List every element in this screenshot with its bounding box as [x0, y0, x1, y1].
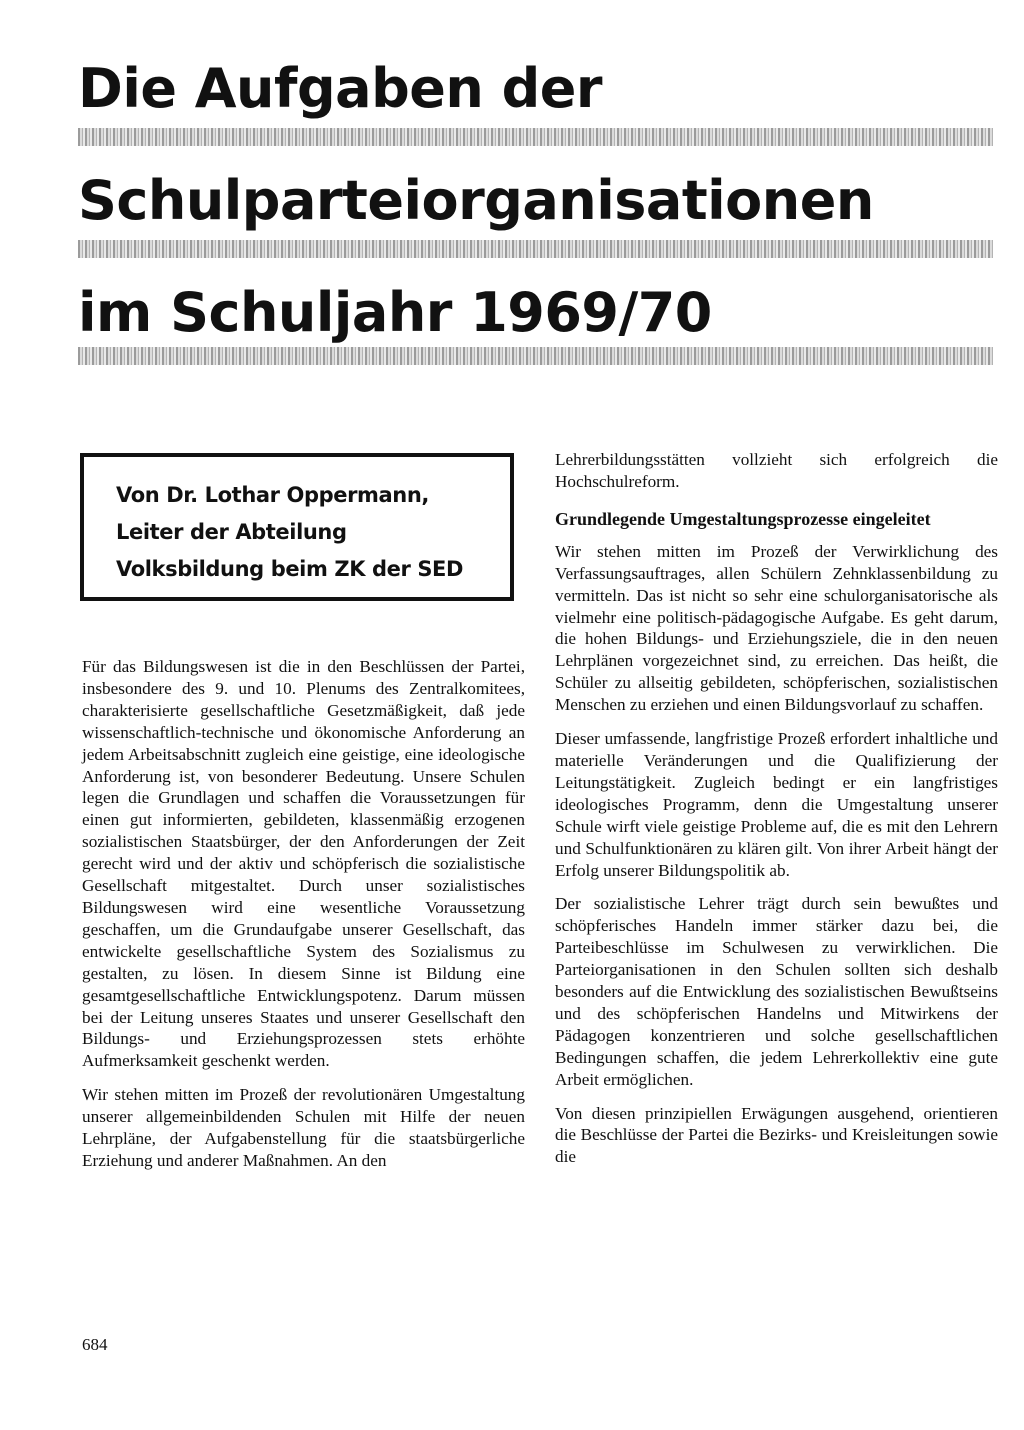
byline-position: Leiter der Abteilung — [116, 520, 347, 544]
title-line-2: Schulparteiorganisationen — [78, 169, 874, 232]
paragraph: Wir stehen mitten im Prozeß der Verwirklichung des Verfassungsauftrages, allen Schülern Zehnklassenbildung zu vermitteln. Das ist nicht so sehr eine schulorganisatorische als vielmehr eine politisch-pädagogische Aufgabe. Es geht darum, die hohen Bildungs- und Erziehungsziele, die in den neuen Lehrplänen vorgezeichnet sind, zu erreichen. Das heißt, die Schüler zu allseitig gebildeten, schöpferischen, sozialistischen Menschen zu erziehen und einen Bildungsvorlauf zu schaffen. — [555, 541, 998, 715]
title-line-1: Die Aufgaben der — [78, 57, 603, 120]
paragraph: Von diesen prinzipiellen Erwägungen ausgehend, orientieren die Beschlüsse der Partei die Bezirks- und Kreisleitungen sowie die — [555, 1103, 998, 1167]
title-rule — [78, 128, 993, 146]
right-column — [555, 449, 998, 1180]
title-rule — [78, 347, 993, 365]
paragraph: Lehrerbildungsstätten vollzieht sich erfolgreich die Hochschulreform. — [555, 450, 998, 491]
paragraph: Für das Bildungswesen ist die in den Beschlüssen der Partei, insbesondere des 9. und 10. Plenums des Zentralkomitees, charakterisierte gesellschaftliche Gesetzmäßigkeit, daß jede wissenschaftlich-technische und ökonomische Anforderung an jedem Arbeitsabschnitt zugleich eine geistige, eine ideologische Anforderung ist, von besonderer Bedeutung. Unsere Schulen legen die Grundlagen und schaffen die Voraussetzungen für einen gut informierten, gebildeten, klassenmäßig erzogenen sozialistischen Staatsbürger, der den Anforderungen der Zeit gerecht wird und der aktiv und schöpferisch die sozialistische Gesellschaft mitgestaltet. Durch unser sozialistisches Bildungswesen wird eine wesentliche Voraussetzung geschaffen, um die Grundaufgabe unserer Gesellschaft, das entwickelte gesellschaftliche System des Sozialismus zu gestalten, zu lösen. In diesem Sinne ist Bildung eine gesamtgesellschaftliche Entwicklungspotenz. Darum müssen bei der Leitung unseres Staates und unserer Gesellschaft den Bildungs- und Erziehungsprozessen stets erhöhte Aufmerksamkeit geschenkt werden. — [82, 657, 525, 1071]
left-column — [82, 656, 525, 1184]
title-rule — [78, 240, 993, 258]
paragraph: Der sozialistische Lehrer trägt durch sein bewußtes und schöpferisches Handeln immer stärker dazu bei, die Parteibeschlüsse im Schulwesen zu verwirklichen. Die Parteiorganisationen in den Schulen sollten sich deshalb besonders auf die Entwicklung des sozialistischen Bewußtseins und des schöpferischen Handelns und Mitwirkens der Pädagogen konzentrieren und solche gesellschaftlichen Bedingungen schaffen, die jedem Lehrerkollektiv eine gute Arbeit ermöglichen. — [555, 894, 998, 1089]
byline-author: Von Dr. Lothar Oppermann, — [116, 483, 429, 507]
paragraph: Wir stehen mitten im Prozeß der revolutionären Umgestaltung unserer allgemeinbildenden Schulen mit Hilfe der neuen Lehrpläne, der Aufgabenstellung für die staatsbürgerliche Erziehung und anderer Maßnahmen. An den — [82, 1085, 525, 1170]
page-number: 684 — [82, 1335, 108, 1354]
title-line-3: im Schuljahr 1969/70 — [78, 281, 712, 344]
paragraph: Dieser umfassende, langfristige Prozeß erfordert inhaltliche und materielle Veränderungen und die Qualifizierung der Leitungstätigkeit. Zugleich bedingt er ein langfristiges ideologisches Programm, denn die Umgestaltung unserer Schule wirft viele geistige Probleme auf, die es mit den Lehrern und Schulfunktionären zu klären gilt. Von ihrer Arbeit hängt der Erfolg unserer Bildungspolitik ab. — [555, 729, 998, 880]
byline-box — [80, 453, 514, 601]
byline-department: Volksbildung beim ZK der SED — [116, 557, 464, 581]
section-heading: Grundlegende Umgestaltungsprozesse eingeleitet — [555, 508, 931, 529]
